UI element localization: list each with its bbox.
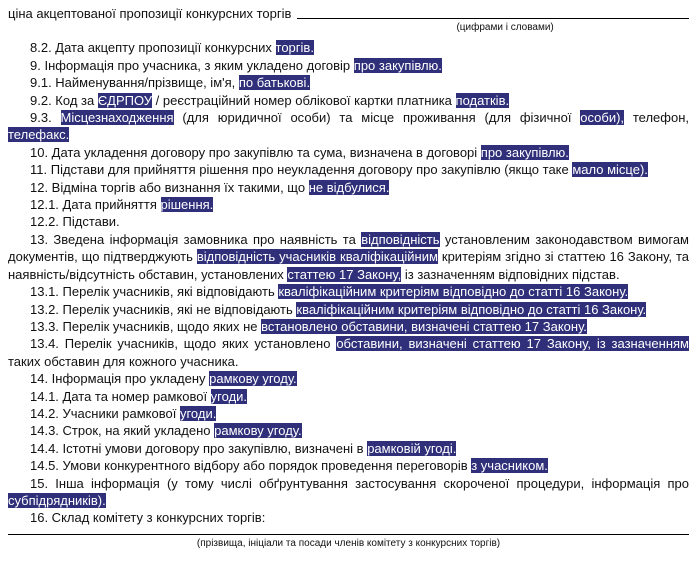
list-item (8, 509, 689, 526)
highlighted-text: встановлено обставини, визначені статтею 17 Закону. (261, 318, 587, 334)
paragraph-list (8, 39, 689, 526)
list-item (8, 109, 689, 144)
highlighted-text: угоди. (179, 405, 217, 421)
highlighted-text: Місцезнаходження (60, 110, 174, 126)
text-segment: 13.1. Перелік учасників, які відповідають (30, 284, 279, 300)
list-item (8, 39, 689, 56)
list-item (8, 335, 689, 370)
list-item (8, 475, 689, 510)
text-segment: 10. Дата укладення договору про закупівлю та сума, визначена в договорі (30, 144, 481, 160)
text-segment: 13.2. Перелік учасників, які не відповідають (30, 301, 297, 317)
highlighted-text: ЄДРПОУ (97, 92, 153, 108)
highlighted-text: про закупівлю. (480, 144, 569, 160)
highlighted-text: статтею 17 Закону, (287, 266, 402, 282)
highlighted-text: мало місце). (572, 162, 648, 178)
text-segment: із зазначенням відповідних підстав. (401, 266, 620, 282)
text-segment: 12. Відміна торгів або визнання їх такими, що (30, 179, 309, 195)
topline-text: ціна акцептованої пропозиції конкурсних торгів (8, 6, 292, 21)
list-item (8, 318, 689, 335)
highlighted-text: податків. (455, 92, 510, 108)
text-segment: 9.3. (30, 110, 61, 126)
text-segment: 14.5. Умови конкурентного відбору або порядок проведення переговорів (30, 458, 472, 474)
highlighted-text: по батькові. (238, 75, 311, 91)
highlighted-text: відповідність учасників кваліфікаційним (196, 249, 438, 265)
text-segment: 15. Інша інформація (у тому числі обґрунтування застосування скороченої процедури, інформація про (30, 475, 689, 491)
text-segment: 12.1. Дата прийняття (30, 197, 161, 213)
list-item (8, 422, 689, 439)
highlighted-text: угоди. (210, 388, 248, 404)
text-segment: 8.2. Дата акцепту пропозиції конкурсних (30, 40, 276, 56)
list-item (8, 457, 689, 474)
highlighted-text: рішення. (160, 197, 214, 213)
bottomline-caption: (прізвища, ініціали та посади членів комітету з конкурсних торгів) (196, 537, 501, 549)
text-segment: установленим законодавством вимогам документів, що підтверджують (8, 231, 689, 265)
highlighted-text: рамкову угоду. (209, 371, 297, 387)
highlighted-text: особи), (580, 110, 625, 126)
highlighted-text: про закупівлю. (353, 57, 442, 73)
text-segment: 11. Підстави для прийняття рішення про неукладення договору про закупівлю (якщо таке (30, 162, 573, 178)
list-item (8, 196, 689, 213)
highlighted-text: рамкову угоду. (214, 423, 302, 439)
text-segment: 13.4. Перелік учасників, щодо яких установлено (30, 336, 337, 352)
text-segment: таких обставин для кожного учасника. (8, 353, 239, 369)
text-segment: 13. Зведена інформація замовника про наявність та (30, 231, 362, 247)
text-segment: / реєстраційний номер облікової картки платника (152, 92, 456, 108)
list-item (8, 231, 689, 283)
list-item (8, 301, 689, 318)
highlighted-text: обставини, визначені статтею 17 Закону, із зазначенням (336, 336, 689, 352)
text-segment: 9.1. Найменування/прізвище, ім'я, (30, 75, 239, 91)
highlighted-text: кваліфікаційним критеріям відповідно до статті 16 Закону. (296, 301, 647, 317)
fill-in-line (8, 5, 689, 22)
list-item (8, 370, 689, 387)
text-segment: 14. Інформація про укладену (30, 371, 210, 387)
signature-rule (8, 534, 689, 535)
list-item (8, 388, 689, 405)
highlighted-text: з учасником. (471, 458, 548, 474)
list-item (8, 440, 689, 457)
topline-caption: (цифрами і словами) (456, 22, 554, 34)
list-item (8, 283, 689, 300)
list-item (8, 144, 689, 161)
text-segment: 9.2. Код за (30, 92, 98, 108)
text-segment: 14.3. Строк, на який укладено (30, 423, 215, 439)
text-segment: 16. Склад комітету з конкурсних торгів: (30, 510, 266, 526)
fill-in-rule (297, 18, 689, 19)
highlighted-text: відповідність (361, 231, 440, 247)
highlighted-text: не відбулися. (308, 179, 390, 195)
text-segment: критеріям згідно зі статтею 16 Закону, та наявність/відсутність обставин, установлених (8, 249, 689, 282)
list-item (8, 74, 689, 91)
text-segment: 14.2. Учасники рамкової (30, 405, 180, 421)
highlighted-text: рамковій угоді. (367, 440, 457, 456)
text-segment: 9. Інформація про учасника, з яким укладено договір (30, 57, 354, 73)
list-item (8, 57, 689, 74)
list-item (8, 405, 689, 422)
text-segment: телефон, (624, 110, 689, 126)
list-item (8, 213, 689, 230)
list-item (8, 179, 689, 196)
highlighted-text: телефакс. (8, 127, 70, 143)
text-segment: 12.2. Підстави. (30, 214, 120, 230)
text-segment: 14.1. Дата та номер рамкової (30, 388, 211, 404)
list-item (8, 92, 689, 109)
text-segment: 13.3. Перелік учасників, щодо яких не (30, 318, 262, 334)
text-segment: 14.4. Істотні умови договору про закупівлю, визначені в (30, 440, 368, 456)
highlighted-text: субпідрядників). (8, 492, 106, 508)
text-segment: (для юридичної особи) та місце проживання (для фізичної (173, 110, 581, 126)
highlighted-text: кваліфікаційним критеріям відповідно до статті 16 Закону. (278, 284, 629, 300)
list-item (8, 161, 689, 178)
highlighted-text: торгів. (275, 40, 314, 56)
